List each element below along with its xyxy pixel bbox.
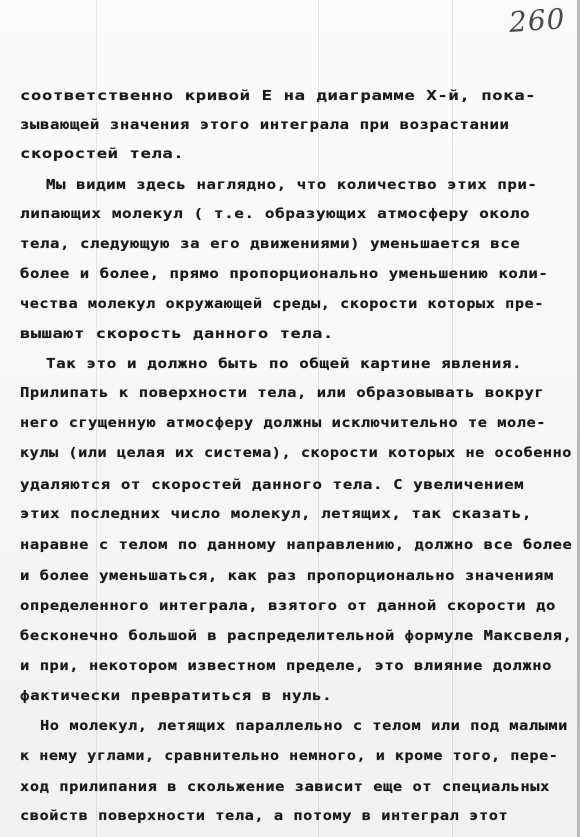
text-line: свойств поверхности тела, а потому в интеграл этот — [20, 808, 509, 824]
text-line: наравне с телом по данному направлению, должно все более — [20, 537, 573, 553]
text-line: вышают скорость данного тела. — [20, 326, 334, 342]
text-line: Прилипать к поверхности тела, или образовывать вокруг — [20, 385, 545, 401]
text-line: кулы (или целая их система), скорости которых не особенно — [20, 445, 572, 461]
text-line: определенного интеграла, взятого от данной скорости до — [20, 598, 556, 614]
text-line: Так это и должно быть по общей картине явления. — [46, 356, 523, 372]
text-line: ход прилипания в скольжение зависит еще от специальных — [20, 779, 550, 795]
text-line: к нему углами, сравнительно немного, и кроме того, пере- — [20, 748, 559, 764]
text-line: липающих молекул ( т.е. образующих атмосферу около — [20, 206, 531, 222]
text-line: зывающей значения этого интеграла при возрастании — [20, 117, 510, 133]
text-line: соответственно кривой Е на диаграмме Х-й, пока- — [20, 88, 537, 104]
text-line: удаляются от скоростей данного тела. С увеличением — [20, 477, 525, 493]
page-number: 260 — [507, 2, 567, 39]
text-line: и при, некотором известном пределе, это влияние должно — [20, 658, 552, 674]
text-line: и более уменьшаться, как раз пропорционально значениям — [20, 568, 554, 584]
text-line: чества молекул окружающей среды, скорости которых пре- — [20, 296, 544, 312]
text-line: Мы видим здесь наглядно, что количество этих при- — [46, 177, 538, 193]
text-line: тела, следующую за его движениями) уменьшается все — [20, 236, 521, 252]
text-line: этих последних число молекул, летящих, так сказать, — [20, 506, 532, 522]
text-line: более и более, прямо пропорционально уменьшению коли- — [20, 266, 549, 282]
text-line: него сгущенную атмосферу должны исключительно те моле- — [20, 415, 546, 431]
text-line: Но молекул, летящих параллельно с телом или под малыми — [40, 718, 568, 734]
text-line: скоростей тела. — [20, 146, 185, 162]
text-line: бесконечно большой в распределительной формуле Максвеля, — [20, 628, 573, 644]
text-line: фактически превратиться в нуль. — [20, 688, 333, 704]
